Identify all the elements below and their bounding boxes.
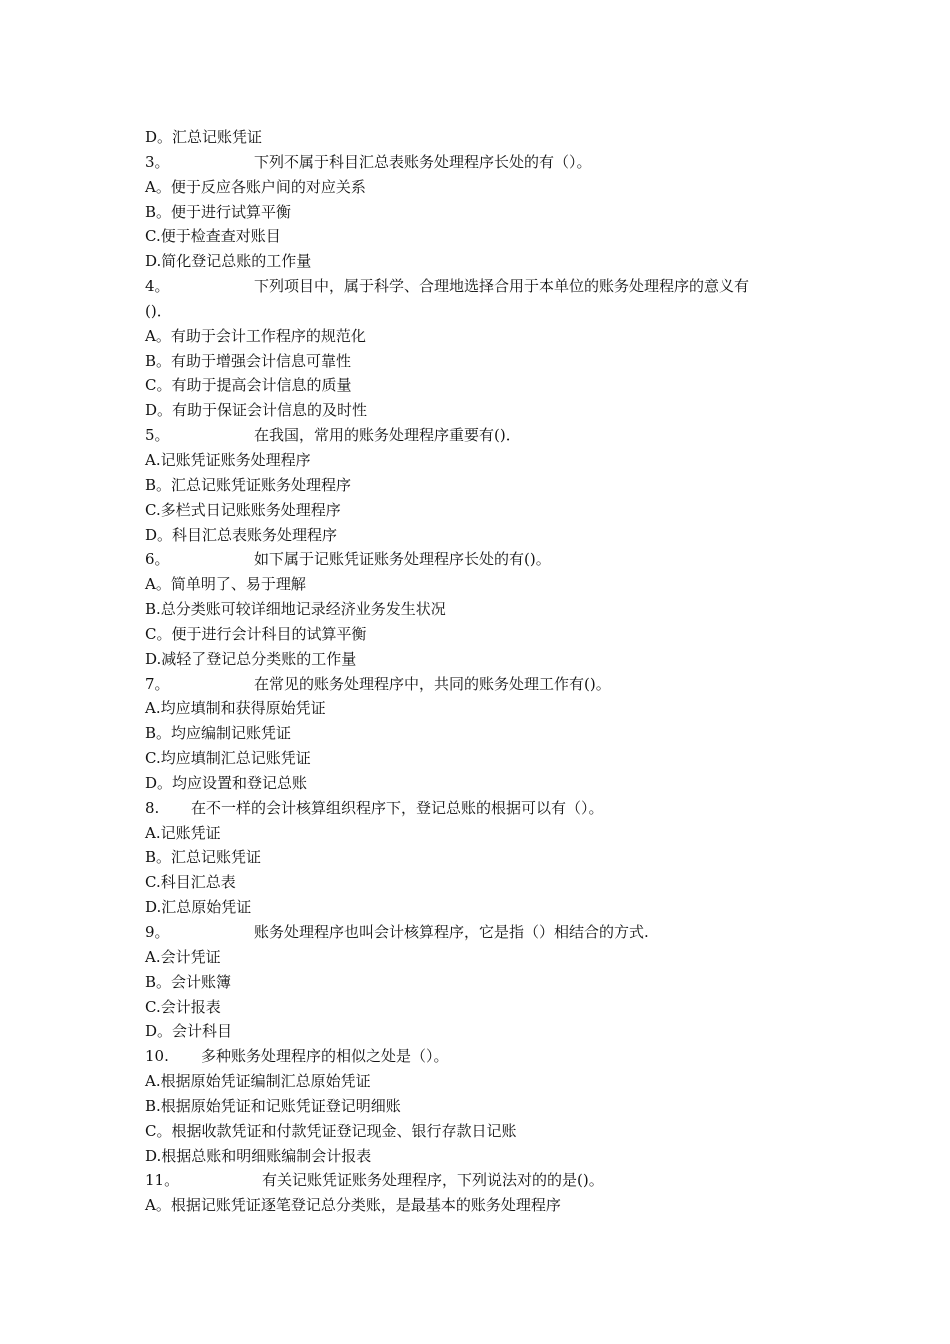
option-line: C.会计报表 [145, 997, 221, 1016]
question-text: 下列不属于科目汇总表账务处理程序长处的有（）。 [254, 152, 592, 171]
question-line [145, 150, 825, 175]
option-line: C.均应填制汇总记账凭证 [145, 749, 311, 768]
option-line: C.科目汇总表 [145, 873, 236, 892]
question-number: 6。 [145, 550, 170, 569]
option-line: D.根据总账和明细账编制会计报表 [145, 1146, 372, 1165]
option-line: A.会计凭证 [145, 947, 221, 966]
question-number: 4。 [145, 277, 170, 296]
question-line [145, 920, 825, 945]
option-line: A。简单明了、易于理解 [145, 575, 306, 594]
option-line: B。汇总记账凭证 [145, 848, 262, 867]
question-text: 有关记账凭证账务处理程序，下列说法对的的是()。 [262, 1171, 604, 1190]
question-text: 下列项目中，属于科学、合理地选择合用于本单位的账务处理程序的意义有 [254, 277, 750, 296]
question-text: 多种账务处理程序的相似之处是（）。 [201, 1047, 449, 1066]
option-line: D.简化登记总账的工作量 [145, 252, 312, 271]
question-text: 在不一样的会计核算组织程序下，登记总账的根据可以有（）。 [191, 798, 604, 817]
question-line [145, 1044, 825, 1069]
option-line: A.记账凭证 [145, 823, 221, 842]
option-line: ()． [145, 301, 172, 320]
question-line [145, 547, 825, 572]
option-line: B。均应编制记账凭证 [145, 724, 292, 743]
question-line [145, 796, 825, 821]
question-number: 9。 [145, 923, 170, 941]
option-line: A.根据原始凭证编制汇总原始凭证 [145, 1072, 371, 1091]
option-line: B。有助于增强会计信息可靠性 [145, 351, 352, 370]
option-line: C。有助于提高会计信息的质量 [145, 376, 352, 395]
document-page [145, 125, 825, 1218]
option-line: B。便于进行试算平衡 [145, 202, 292, 221]
option-line: B.根据原始凭证和记账凭证登记明细账 [145, 1096, 401, 1115]
option-line: A。便于反应各账户间的对应关系 [145, 177, 366, 196]
option-line: A.均应填制和获得原始凭证 [145, 699, 326, 718]
question-line [145, 672, 825, 697]
option-line: B。会计账簿 [145, 972, 232, 991]
option-line: D。汇总记账凭证 [145, 128, 263, 146]
option-line: D。均应设置和登记总账 [145, 773, 308, 792]
question-number: 8. [145, 798, 160, 817]
question-number: 5。 [145, 426, 170, 445]
option-line: D.减轻了登记总分类账的工作量 [145, 649, 357, 668]
question-line [145, 423, 825, 448]
option-line: D。有助于保证会计信息的及时性 [145, 401, 368, 420]
question-text: 如下属于记账凭证账务处理程序长处的有()。 [254, 550, 551, 569]
option-line: A。根据记账凭证逐笔登记总分类账，是最基本的账务处理程序 [145, 1196, 561, 1215]
question-text: 账务处理程序也叫会计核算程序，它是指（）相结合的方式. [254, 923, 649, 941]
option-line: C。根据收款凭证和付款凭证登记现金、银行存款日记账 [145, 1121, 517, 1140]
question-number: 3。 [145, 152, 170, 171]
option-line: A.记账凭证账务处理程序 [145, 450, 311, 469]
question-text: 在我国，常用的账务处理程序重要有()． [254, 426, 521, 445]
question-number: 10. [145, 1047, 169, 1066]
option-line: D.汇总原始凭证 [145, 898, 252, 917]
question-number: 7。 [145, 674, 170, 693]
option-line: B。汇总记账凭证账务处理程序 [145, 475, 352, 494]
question-line [145, 274, 825, 299]
option-line: C.便于检查查对账目 [145, 227, 281, 246]
question-line [145, 1168, 825, 1193]
option-line: C.多栏式日记账账务处理程序 [145, 500, 341, 519]
option-line: D。科目汇总表账务处理程序 [145, 525, 338, 544]
question-number: 11。 [145, 1171, 180, 1190]
option-line: C。便于进行会计科目的试算平衡 [145, 624, 367, 643]
option-line: D。会计科目 [145, 1022, 233, 1041]
option-line: B.总分类账可较详细地记录经济业务发生状况 [145, 600, 446, 619]
option-line: A。有助于会计工作程序的规范化 [145, 326, 366, 345]
question-text: 在常见的账务处理程序中，共同的账务处理工作有()。 [254, 674, 611, 693]
